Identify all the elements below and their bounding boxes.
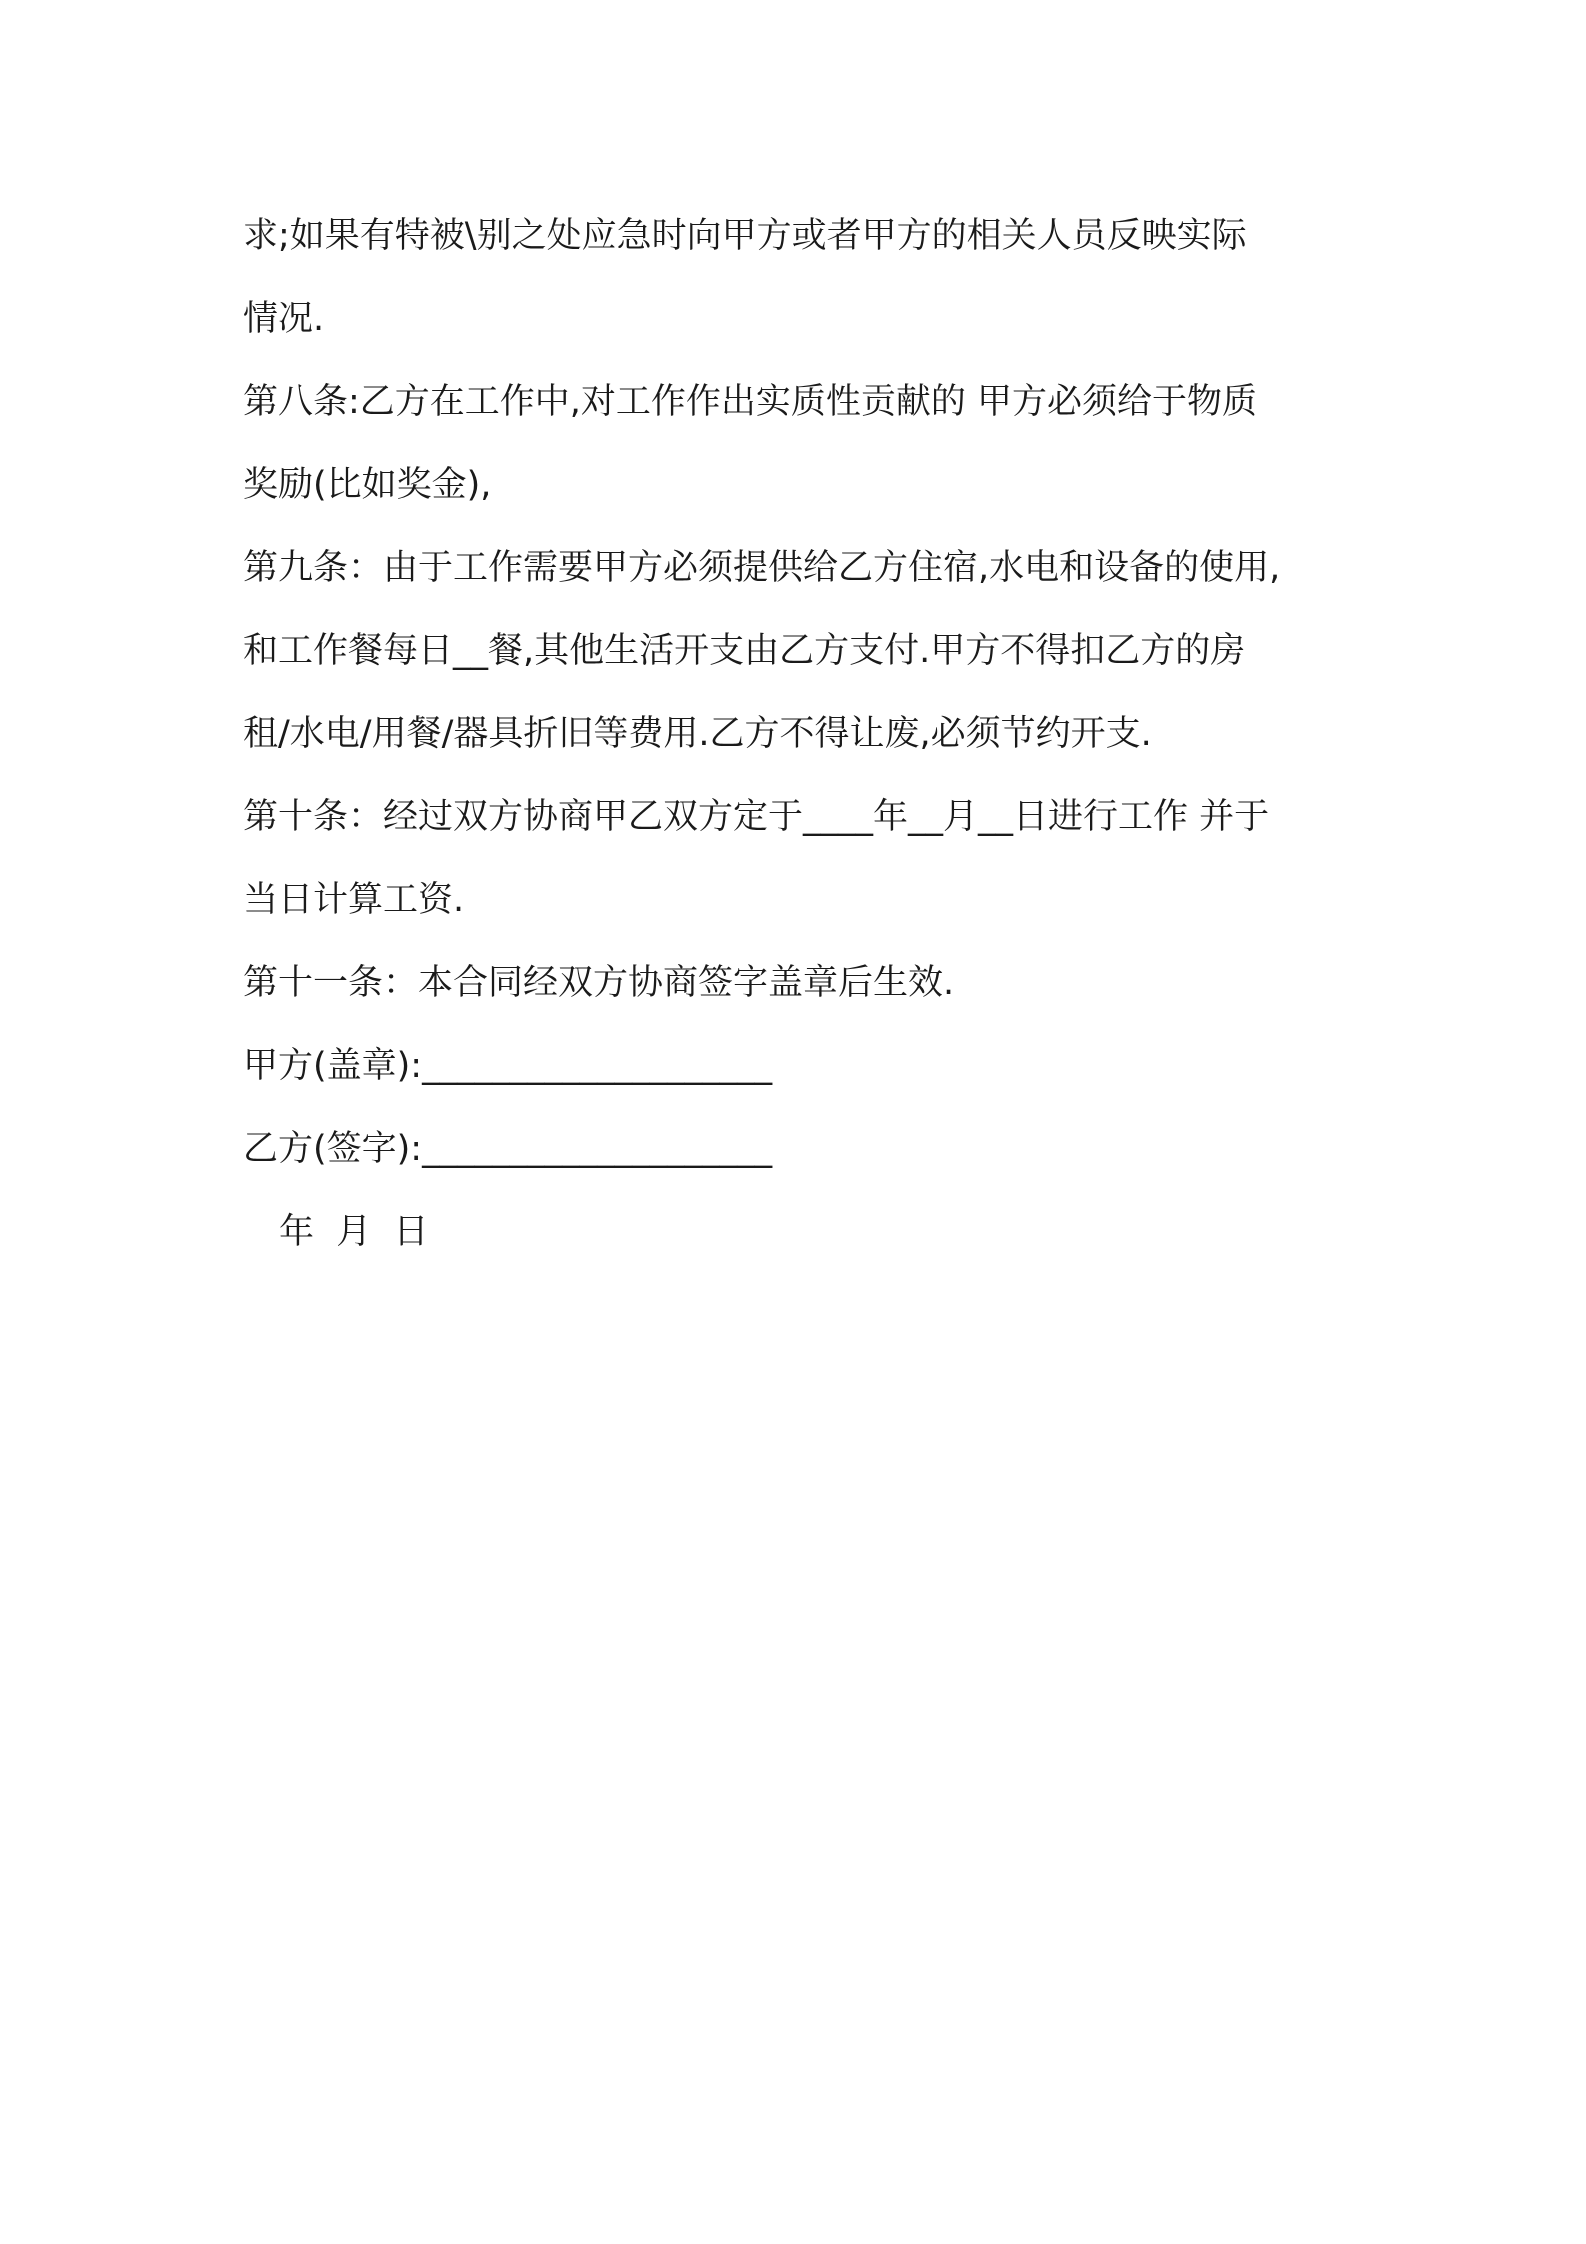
article-10 bbox=[243, 776, 1363, 942]
date-line: 年 月 日 bbox=[279, 1212, 429, 1252]
text-line: 第八条:乙方在工作中,对工作作出实质性贡献的 甲方必须给于物质 bbox=[243, 382, 1258, 422]
text-line: 当日计算工资. bbox=[243, 880, 465, 920]
paragraph-continuation bbox=[243, 195, 1363, 361]
text-line: 第九条：由于工作需要甲方必须提供给乙方住宿,水电和设备的使用, bbox=[243, 548, 1281, 588]
party-b-signature-line: 乙方(签字):____________________ bbox=[243, 1129, 773, 1169]
text-line: 租/水电/用餐/器具折旧等费用.乙方不得让废,必须节约开支. bbox=[243, 714, 1152, 754]
article-9 bbox=[243, 527, 1363, 776]
article-11 bbox=[243, 942, 1363, 1025]
article-8 bbox=[243, 361, 1363, 527]
text-line: 第十一条：本合同经双方协商签字盖章后生效. bbox=[243, 963, 955, 1003]
text-line: 情况. bbox=[243, 299, 325, 339]
text-line: 第十条：经过双方协商甲乙双方定于____年__月__日进行工作 并于 bbox=[243, 797, 1270, 837]
document-body bbox=[243, 195, 1363, 1274]
text-line: 求;如果有特被\别之处应急时向甲方或者甲方的相关人员反映实际 bbox=[243, 216, 1247, 256]
text-line: 奖励(比如奖金), bbox=[243, 465, 492, 505]
party-a-signature-line: 甲方(盖章):____________________ bbox=[243, 1046, 773, 1086]
text-line: 和工作餐每日__餐,其他生活开支由乙方支付.甲方不得扣乙方的房 bbox=[243, 631, 1246, 671]
